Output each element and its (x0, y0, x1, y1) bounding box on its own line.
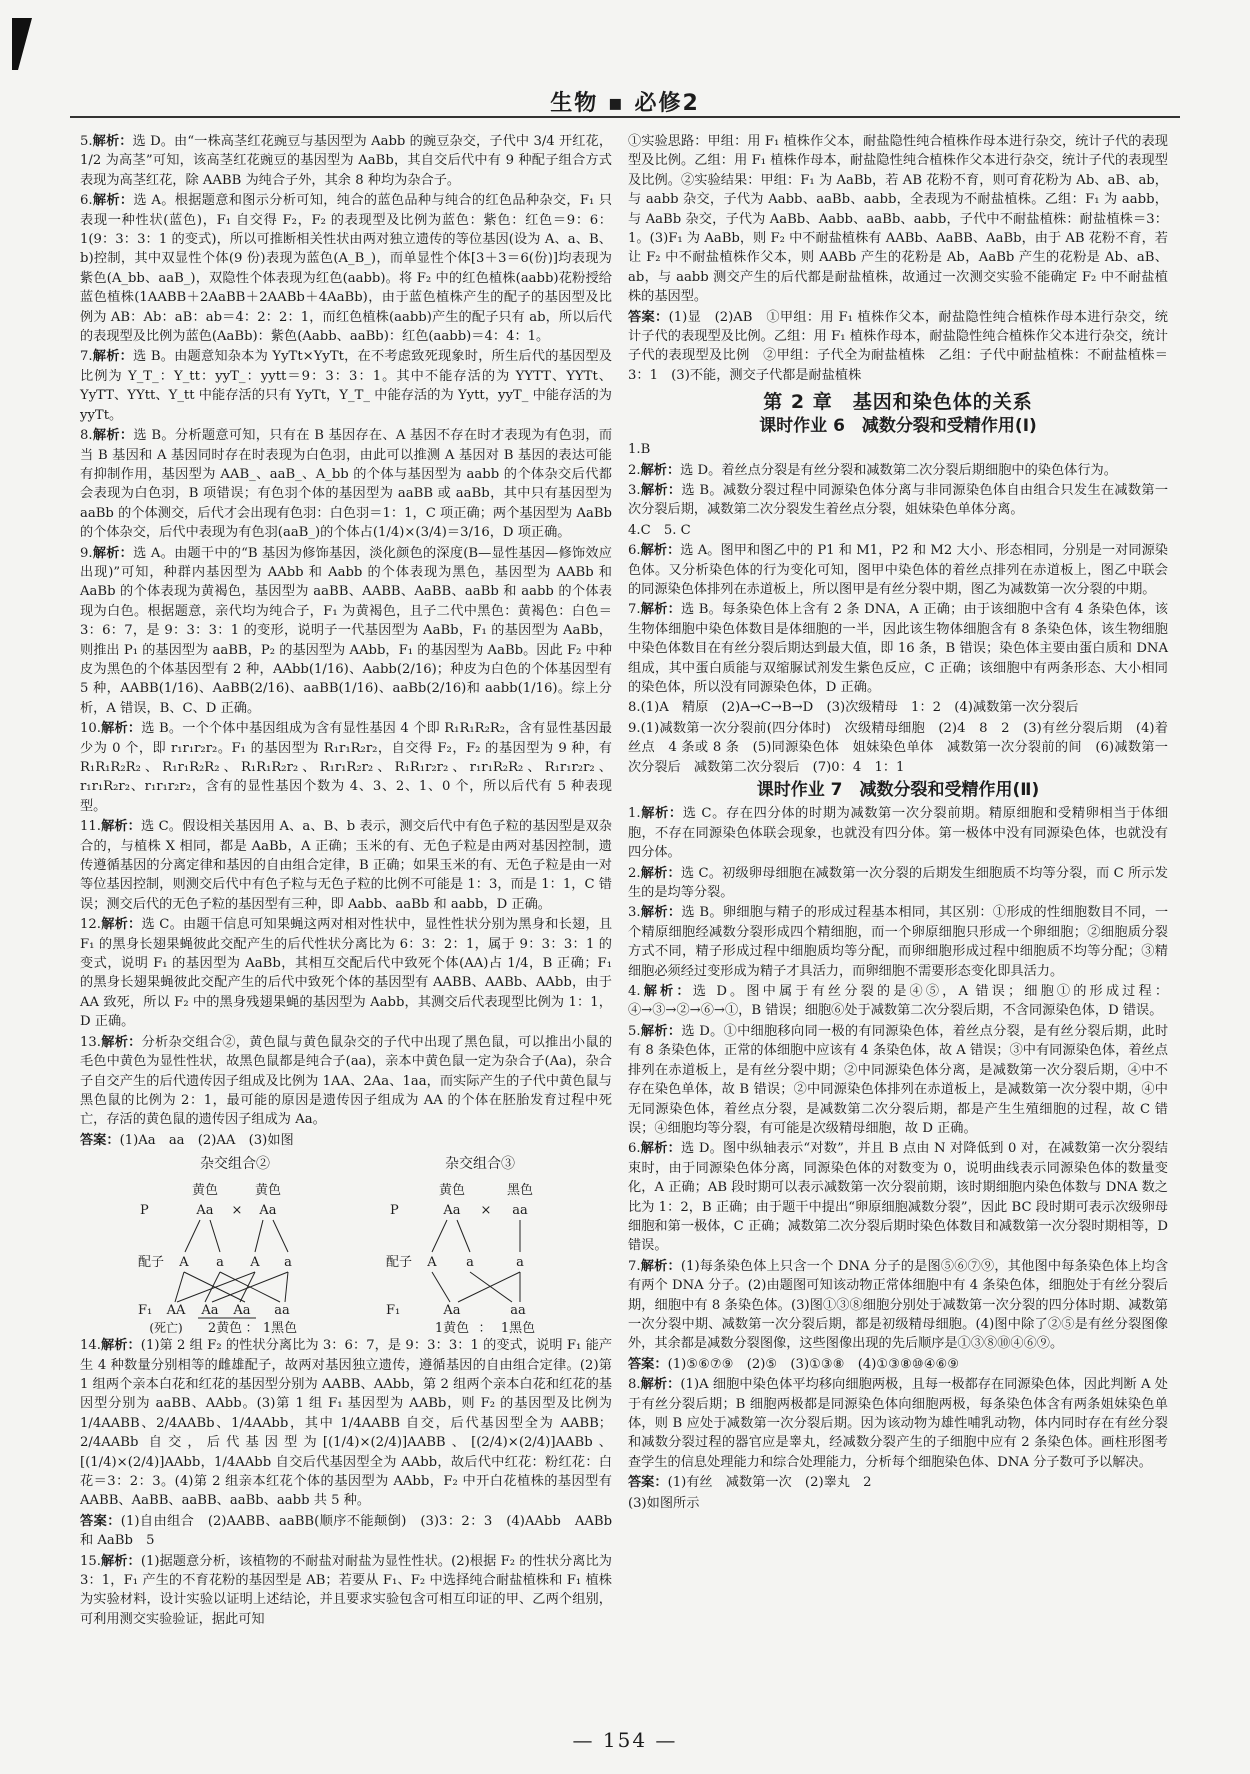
paragraph-text: 选 B。每条染色体上含有 2 条 DNA，A 正确；由于该细胞中含有 4 条染色体，该生物体细胞中染色体数目是体细胞的一半，因此该生物体细胞含有 8 条染色体，该生物细胞中染色体数目在有丝分裂后期达到最大值，即 16 条，B 错误；染色体主要由蛋白质和 DNA 组成，其中蛋白质能与双缩脲试剂发生紫色反应，C 正确；该细胞中有两条形态、大小相同的染色体，所以没有同源染色体，D 正确。 (628, 602, 1168, 695)
item-number: 2. (628, 462, 641, 478)
paragraph-text: 分析杂交组合②，黄色鼠与黄色鼠杂交的子代中出现了黑色鼠，可以推出小鼠的毛色中黄色为显性性状，故黑色鼠都是纯合子(aa)，亲本中黄色鼠一定为杂合子(Aa)，杂合子自交产生的后代遗传因子组成及比例为 1AA、2Aa、1aa，而实际产生的子代中黄色鼠与黑色鼠的比例为 2：1，最可能的原因是遗传因子组成为 AA 的个体在胚胎发育过程中死亡，存活的黄色鼠的遗传因子组成为 Aa。 (80, 1034, 613, 1128)
cross3-parent1: Aa (443, 1203, 461, 1219)
analysis-label: 解析： (100, 1553, 141, 1569)
solution-paragraph (80, 817, 612, 914)
answer-label: 答案： (80, 1132, 120, 1148)
analysis-label: 解析： (640, 1141, 682, 1157)
analysis-label: 解析： (640, 602, 681, 618)
header-rule (70, 116, 1180, 118)
cross3-p-label: P (390, 1203, 399, 1219)
analysis-label: 解析： (92, 349, 134, 365)
item-number: 8. (628, 700, 641, 716)
cross2-f1-label: F₁ (138, 1303, 153, 1319)
cross3-gamete: a (516, 1255, 524, 1271)
cross2-cross-symbol: × (231, 1203, 243, 1219)
cross3-ratio-colon: ： (478, 1321, 492, 1335)
item-number: 8. (80, 428, 93, 444)
cross2-parent1-color: 黄色 (191, 1183, 219, 1199)
answer-paragraph (80, 1131, 612, 1150)
analysis-label: 解析： (640, 865, 681, 881)
item-number: 1. (628, 442, 641, 458)
solution-paragraph (628, 440, 1168, 459)
paragraph-text: (1)显 (2)AB ①甲组：用 F₁ 植株作父本，耐盐隐性纯合植株作母本进行杂交，统计子代的表现型及比例。乙组：用 F₁ 植株作母本，耐盐隐性纯合植株作父本进行杂交，统计子代的表现型及比例 ②甲组：子代全为耐盐植株 乙组：子代中耐盐植株：不耐盐植株＝3：1 (3)不能，测交子代都是耐盐植株 (628, 309, 1168, 383)
analysis-label: 解析： (640, 543, 681, 559)
item-number: 3. (628, 482, 641, 498)
answer-label: 答案： (628, 1356, 668, 1372)
item-number: 5. (628, 1023, 641, 1039)
solution-paragraph (628, 541, 1168, 599)
solution-paragraph (628, 521, 1168, 540)
answer-label: 答案： (80, 1513, 121, 1529)
answer-label: 答案： (628, 309, 669, 325)
solution-paragraph (628, 903, 1168, 981)
answer-paragraph (628, 308, 1168, 386)
paragraph-text: 选 A。由题干中的“B 基因为修饰基因，淡化颜色的深度(B—显性基因—修饰效应出现)”可知，种群内基因型为 AAbb 和 Aabb 的个体表现为黑色，基因型为 AABb 和 AaBb 的个体表现为黄褐色，基因型为 aaBB、AABB、AaBB、aaBb 和 aabb 的个体表现为白色。根据题意，亲代均为纯合子，F₁ 为黄褐色，且子二代中黑色：黄褐色：白色＝3：6：7，是 9：3：3：1 的变形，说明子一代基因型为 AaBb，F₁ 的基因型为 AaBb，则推出 P₁ 的基因型为 aaBB，P₂ 的基因型为 AAbb，F₁ 的基因型为 AaBb。因此 F₂ 中种皮为黑色的个体基因型有 2 种，AAbb(1/16)、Aabb(2/16)；种皮为白色的个体基因型有 5 种，AABB(1/16)、AaBB(2/16)、aaBB(1/16)、aaBb(2/16)和 aabb(1/16)。综上分析，A 错误，B、C、D 正确。 (80, 545, 612, 716)
solution-paragraph (80, 719, 612, 816)
page-number: — 154 — (572, 1728, 678, 1752)
cross2-parent2-color: 黄色 (254, 1183, 282, 1199)
analysis-label: 解析： (100, 721, 142, 737)
paragraph-text: 选 B。卵细胞与精子的形成过程基本相同，其区别：①形成的性细胞数目不同，一个精原细胞经减数分裂形成四个精细胞，而一个卵原细胞只形成一个卵细胞；②细胞质分裂方式不同，精子形成过程中细胞质均等分配，而卵细胞形成过程中细胞质不均等分配；③精细胞必须经过变形成为精子才具活力，而卵细胞不需要形态变化即具活力。 (628, 905, 1169, 979)
solution-paragraph (628, 1139, 1168, 1255)
solution-paragraph (80, 426, 612, 542)
cross2-ratio-black: 1黑色 (262, 1321, 298, 1335)
corner-mark (12, 18, 32, 70)
answer-paragraph (80, 1512, 612, 1551)
cross2-parent1: Aa (196, 1203, 214, 1219)
paragraph-text: (1)A 细胞中染色体平均移向细胞两极，且每一极都存在同源染色体，因此判断 A 处于有丝分裂后期；B 细胞两极都是同源染色体向细胞两极，每条染色体含有两条姐妹染色单体，则 B 应处于减数第一次分裂后期。因为该动物为雄性哺乳动物，体内同时存在有丝分裂和减数分裂过程的器官应是睾丸，经减数分裂产生的子细胞中应有 2 条染色体。画柱形图考查学生的信息处理能力和综合处理能力，分析每个细胞染色体、DNA 分子数可予以解决。 (628, 1377, 1168, 1470)
solution-paragraph (80, 915, 612, 1031)
item-number: 12. (80, 917, 101, 933)
cross2-parent2: Aa (259, 1203, 277, 1219)
cross2-gamete: a (284, 1255, 292, 1271)
cross3-parent1-color: 黄色 (438, 1183, 466, 1199)
cross2-title: 杂交组合② (200, 1156, 270, 1173)
analysis-label: 解析： (92, 428, 134, 444)
chapter-title: 第 2 章 基因和染色体的关系 (763, 391, 1033, 414)
item-number: 6. (628, 543, 641, 559)
solution-paragraph (628, 804, 1168, 862)
item-number: 14. (80, 1338, 101, 1354)
cross3-ratio-yellow: 1黄色 (434, 1321, 470, 1335)
item-number: 8. (628, 1377, 641, 1393)
solution-paragraph (628, 132, 1168, 307)
paragraph-text: 选 B。减数分裂过程中同源染色体分离与非同源染色体自由组合只发生在减数第一次分裂后期，减数第二次分裂发生着丝点分裂，姐妹染色单体分离。 (628, 482, 1169, 518)
cross2-offspring: aa (274, 1303, 290, 1319)
paragraph-text: 选 B。分析题意可知，只有在 B 基因存在、A 基因不存在时才表现为有色羽，而当 B 基因和 A 基因同时存在时表现为白色羽，由此可以推测 A 基因对 B 基因的表达可能有抑制作用，基因型为 AAB_、aaB_、A_bb 的个体与基因型为 aabb 的个体杂交后代都会表现为白色羽，B 项错误；有色羽个体的基因型为 aaBB 或 aaBb，其中只有基因型为 aaBb 的个体测交，后代才会出现有色羽：白色羽＝1：1，C 项正确；两个基因型为 AaBb 的个体杂交，后代中表现为有色羽(aaB_)的个体占(1/4)×(3/4)＝3/16，D 项正确。 (80, 428, 613, 541)
paragraph-text: 选 A。根据题意和图示分析可知，纯合的蓝色品种与纯合的红色品种杂交，F₁ 只表现一种性状(蓝色)，F₁ 自交得 F₂，F₂ 的表现型及比例为蓝色：紫色：红色＝9：6：1(9：3：3：1 的变式)，所以可推断相关性状由两对独立遗传的等位基因(设为 A、a、B、b)控制，其中双显性个体(9 份)表现为蓝色(A_B_)，而单显性个体[3＋3＝6(份)]均表现为紫色(A_bb、aaB_)，双隐性个体表现为红色(aabb)。将 F₂ 中的红色植株(aabb)花粉授给蓝色植株(1AABB＋2AaBB＋2AABb＋4AaBb)，由于蓝色植株产生的配子的基因型及比例为 AB：Ab：aB：ab＝4：2：2：1，而红色植株(aabb)产生的配子只有 ab，所以后代的表现型及比例为蓝色(AaBb)：紫色(Aabb、aaBb)：红色(aabb)＝4：4：1。 (80, 193, 613, 345)
solution-paragraph (628, 461, 1168, 480)
analysis-label: 解析： (640, 1377, 681, 1393)
solution-paragraph (80, 1033, 612, 1130)
solution-paragraph (628, 1022, 1168, 1138)
paragraph-text: 选 C。存在四分体的时期为减数第一次分裂前期。精原细胞和受精卵相当于体细胞，不存在同源染色体联会现象，也就没有四分体。第一极体中没有同源染色体，也就没有四分体。 (628, 806, 1169, 861)
paragraph-text: (1)第 2 组 F₂ 的性状分离比为 3：6：7，是 9：3：3：1 的变式，说明 F₁ 能产生 4 种数量分别相等的雌雄配子，故两对基因独立遗传，遵循基因的自由组合定律。(2)第 1 组两个亲本白花和红花的基因型分别为 AABB、AAbb，第 2 组两个亲本白花和红花的基因型分别为 aaBB、AAbb。(3)第 1 组 F₁ 基因型为 AABb，则 F₂ 的基因型及比例为 1/4AABB、2/4AABb、1/4AAbb，其中 1/4AABB 自交，后代基因型全为 AABB；2/4AABb 自交，后代基因型为[(1/4)×(2/4)]AABB、[(2/4)×(2/4)]AABb、[(1/4)×(2/4)]AAbb，1/4AAbb 自交后代基因型全为 AAbb，故后代中红花：粉红花：白花＝3：2：3。(4)第 2 组亲本红花个体的基因型为 AAbb，F₂ 中开白花植株的基因型有 AABB、AaBB、aaBB、aaBb、aabb 共 5 种。 (80, 1338, 613, 1509)
paragraph-text: 选 B。一个个体中基因组成为含有显性基因 4 个即 R₁R₁R₂R₂，含有显性基因最少为 0 个，即 r₁r₁r₂r₂。F₁ 的基因型为 R₁r₁R₂r₂，自交得 F₂，F₂ 的基因型为 9 种，有 R₁R₁R₂R₂、R₁r₁R₂R₂、R₁R₁R₂r₂、R₁r₁R₂r₂、R₁R₁r₂r₂、r₁r₁R₂R₂、R₁r₁r₂r₂、r₁r₁R₂r₂、r₁r₁r₂r₂，含有的显性基因个数为 4、3、2、1、0 个，所以后代有 5 种表现型。 (80, 721, 612, 814)
lesson-title-7: 课时作业 7 减数分裂和受精作用(Ⅱ) (756, 780, 1040, 800)
left-column (80, 132, 612, 1630)
item-number: 1. (628, 806, 641, 822)
cross3-gamete: A (427, 1255, 437, 1271)
cross2-ratio-colon: ： (245, 1321, 259, 1335)
cross2-gamete: a (216, 1255, 224, 1271)
paragraph-text: B (640, 442, 651, 458)
paragraph-text: (1)有丝 减数第一次 (2)睾丸 2 (667, 1475, 872, 1491)
solution-paragraph (628, 1375, 1168, 1472)
paragraph-text: 选 B。由题意知杂本为 YyTt×YyTt，在不考虑致死现象时，所生后代的基因型及比例为 Y_T_：Y_tt：yyT_：yytt＝9：3：3：1。其中不能存活的为 YYTT、YYTt、YyTT、YYtt、Y_tt 中能存活的只有 YyTt，Y_T_ 中能存活的为 Yytt，yyT_ 中能存活的为 yyTt。 (80, 349, 613, 423)
solution-paragraph (80, 1336, 612, 1511)
solution-paragraph (628, 719, 1168, 777)
paragraph-text: C 5. C (640, 522, 691, 538)
paragraph-text: (1)自由组合 (2)AABB、aaBB(顺序不能颠倒) (3)3：2：3 (4)AAbb AABb 和 AaBb 5 (80, 1513, 613, 1549)
solution-paragraph (628, 698, 1168, 717)
paragraph-text: (3)如图所示 (628, 1495, 700, 1511)
item-number: 6. (628, 1141, 641, 1157)
solution-paragraph (628, 481, 1168, 520)
paragraph-text: (1)每条染色体上只含一个 DNA 分子的是图⑤⑥⑦⑨，其他图中每条染色体上均含有两个 DNA 分子。(2)由题图可知该动物正常体细胞中有 4 条染色体，细胞处于有丝分裂后期，细胞中有 8 条染色体。(3)图①③⑧细胞分别处于减数第一次分裂的四分体时期、减数第一次分裂中期、减数第一次分裂后期，都是初级精母细胞。(4)图中除了②⑤是有丝分裂图像外，其余都是减数分裂图像，这些图像出现的先后顺序是①③⑧⑩④⑥⑨。 (628, 1258, 1169, 1352)
analysis-label: 解析： (92, 545, 134, 561)
cross3-cross-symbol: × (480, 1203, 492, 1219)
solution-paragraph (628, 600, 1168, 697)
answer-label: 答案： (628, 1475, 668, 1491)
cross2-offspring: AA (166, 1303, 186, 1319)
paragraph-text: 选 C。假设相关基因用 A、a、B、b 表示，测交后代中有色子粒的基因型是双杂合的，与植株 X 相同，都是 AaBb，A 正确；玉米的有、无色子粒是由两对基因控制，遗传遵循基因的分离定律和基因的自由组合定律，B 正确；如果玉米的有、无色子粒是由一对等位基因控制，则测交后代中有色子粒与无色子粒的比例不可能是 1：3，而是 1：1，C 错误；测交后代的无色子粒的基因型有三种，即 Aabb、aaBb 和 aabb，D 正确。 (80, 819, 612, 912)
paragraph-text: 选 D。①中细胞移向同一极的有同源染色体，着丝点分裂，是有丝分裂后期，此时有 8 条染色体，正常的体细胞中应该有 4 条染色体，故 A 错误；③中有同源染色体，着丝点排列在赤道板上，是有丝分裂中期；②中同源染色体分离，是减数第一次分裂后期，④中不存在染色单体，故 B 错误；②中同源染色体排列在赤道板上，是减数第一次分裂中期，④中无同源染色体，着丝点分裂，是减数第二次分裂后期，都是产生生殖细胞的过程，故 C 错误；④细胞均等分裂，有可能是次级精母细胞，故 D 正确。 (628, 1023, 1169, 1136)
item-number: 13. (80, 1034, 101, 1050)
analysis-label: 解析： (100, 1338, 141, 1354)
cross3-parent2-color: 黑色 (506, 1183, 534, 1199)
page-header (70, 86, 1180, 122)
analysis-label: 解析： (92, 134, 133, 149)
cross2-offspring: Aa (233, 1303, 251, 1319)
item-number: 3. (628, 905, 641, 921)
cross2-gamete: A (179, 1255, 189, 1271)
cross3-ratio-black: 1黑色 (500, 1321, 536, 1335)
analysis-label: 解析： (100, 819, 141, 835)
right-column (628, 132, 1168, 1514)
lesson-title-6: 课时作业 6 减数分裂和受精作用(Ⅰ) (759, 415, 1037, 436)
analysis-label: 解析： (640, 905, 682, 921)
paragraph-text: (1)Aa aa (2)AA (3)如图 (119, 1132, 294, 1148)
paragraph-text: (1)减数第一次分裂前(四分体时) 次级精母细胞 (2)4 8 2 (3)有丝分裂后期 (4)着丝点 4 条或 8 条 (5)同源染色体 姐妹染色单体 减数第一次分裂前的间 (6)减数第一次分裂后 减数第二次分裂后 (7)0：4 1：1 (628, 720, 1168, 775)
solution-paragraph (80, 544, 612, 719)
analysis-label: 解析： (640, 984, 693, 1000)
paragraph-text: 选 D。由“一株高茎红花豌豆与基因型为 Aabb 的豌豆杂交，子代中 3/4 开红花，1/2 为高茎”可知，该高茎红花豌豆的基因型为 AaBb，其自交后代中有 9 种配子组合方式表现为高茎红花，除 AABB 为纯合子外，其余 8 种均为杂合子。 (80, 134, 613, 188)
analysis-label: 解析： (92, 193, 134, 209)
answer-paragraph (628, 1473, 1168, 1492)
answer-paragraph (628, 1355, 1168, 1374)
item-number: 4. (628, 984, 641, 1000)
solution-paragraph (80, 191, 612, 346)
cross3-title: 杂交组合③ (445, 1156, 515, 1173)
item-number: 15. (80, 1553, 101, 1569)
analysis-label: 解析： (640, 806, 683, 822)
analysis-label: 解析： (640, 462, 681, 478)
analysis-label: 解析： (640, 1023, 682, 1039)
analysis-label: 解析： (100, 1034, 142, 1050)
analysis-label: 解析： (640, 482, 682, 498)
cross2-death-note: (死亡) (149, 1321, 183, 1335)
cross2-gamete-label: 配子 (138, 1255, 165, 1271)
paragraph-text: 选 D。图中属于有丝分裂的是④⑤，A 错误；细胞①的形成过程：④→③→②→⑥→①，B 错误；细胞⑥处于减数第二次分裂后期，不含同源染色体，D 错误。 (628, 984, 1169, 1019)
item-number: 11. (80, 819, 101, 835)
cross3-f1-label: F₁ (386, 1303, 401, 1319)
item-number: 7. (628, 602, 641, 618)
cross3-gamete: a (466, 1255, 474, 1271)
cross3-offspring: Aa (443, 1303, 461, 1319)
paragraph-text: (1)⑤⑥⑦⑨ (2)⑤ (3)①③⑧ (4)①③⑧⑩④⑥⑨ (667, 1356, 960, 1372)
item-number: 4. (628, 522, 641, 538)
paragraph-text: (1)据题意分析，该植物的不耐盐对耐盐为显性性状。(2)根据 F₂ 的性状分离比为 3：1，F₁ 产生的不育花粉的基因型是 AB；若要从 F₁、F₂ 中选择纯合耐盐植株和 F₁ 植株为实验材料，设计实验以证明上述结论，并且要求实验包含可相互印证的甲、乙两个组别，可利用测交实验验证，据此可知 (80, 1553, 612, 1627)
solution-paragraph (628, 1494, 1168, 1513)
cross3-gamete-label: 配子 (386, 1255, 413, 1271)
item-number: 5. (80, 134, 93, 149)
solution-paragraph (80, 1552, 612, 1630)
paragraph-text: 选 D。图中纵轴表示“对数”，并且 B 点由 N 对降低到 0 对，在减数第一次分裂结束时，由于同源染色体分离，同源染色体的对数变为 0，说明曲线表示同源染色体的数量变化，A 正确；AB 段时期可以表示减数第一次分裂前期，该时期细胞内染色体数与 DNA 数之比为 1：2，B 正确；由于题干中提出“卵原细胞减数分裂”，因此 BC 段时期可表示次级卵母细胞和第一极体，C 正确；减数第二次分裂后期时染色体数目和减数第一次分裂时期相等，D 错误。 (628, 1141, 1168, 1254)
item-number: 2. (628, 865, 641, 881)
cross2-offspring: Aa (201, 1303, 219, 1319)
solution-paragraph (628, 864, 1168, 903)
analysis-label: 解析： (640, 1258, 681, 1274)
solution-paragraph (80, 132, 612, 190)
page-title: 生物 ▪ 必修2 (550, 91, 700, 116)
item-number: 6. (80, 193, 93, 209)
paragraph-text: 选 C。由题干信息可知果蝇这两对相对性状中，显性性状分别为黑身和长翅，且 F₁ 的黑身长翅果蝇彼此交配产生的后代性状分离比为 6：3：2：1，属于 9：3：3：1 的变式，说明 F₁ 的基因型为 AaBb，其相互交配后代中致死个体(AA)占 1/4，B 正确；F₁ 的黑身长翅果蝇彼此交配产生的后代中致死个体的基因型有 AABB、AABb、AAbb，由于 AA 致死，所以 F₂ 中的黑身残翅果蝇的基因型为 Aabb，其测交后代表现型比例为 1：1，D 正确。 (80, 917, 613, 1030)
analysis-label: 解析： (100, 917, 142, 933)
paragraph-text: 选 D。着丝点分裂是有丝分裂和减数第二次分裂后期细胞中的染色体行为。 (680, 462, 1117, 478)
solution-paragraph (80, 347, 612, 425)
genetics-cross-diagram (80, 1152, 612, 1334)
cross2-p-label: P (140, 1203, 149, 1219)
item-number: 9. (80, 545, 93, 561)
item-number: 7. (628, 1258, 641, 1274)
cross3-parent2: aa (512, 1203, 528, 1219)
solution-paragraph (628, 1257, 1168, 1354)
cross2-gamete: A (250, 1255, 260, 1271)
paragraph-text: ①实验思路：甲组：用 F₁ 植株作父本，耐盐隐性纯合植株作母本进行杂交，统计子代的表现型及比例。乙组：用 F₁ 植株作母本，耐盐隐性纯合植株作父本进行杂交，统计子代的表现型及比例。②实验结果：甲组：F₁ 为 AaBb，若 AB 花粉不育，则可育花粉为 Ab、aB、ab，与 aabb 杂交，子代为 Aabb、aaBb、aabb，全表现为不耐盐植株。乙组：F₁ 为 aabb，与 AaBb 杂交，子代为 AaBb、Aabb、aaBb、aabb，子代中不耐盐植株：耐盐植株＝3：1。(3)F₁ 为 AaBb，则 F₂ 中不耐盐植株有 AABb、AaBB、AaBb，由于 AB 花粉不育，若让 F₂ 中不耐盐植株作父本，则 AABb 产生的花粉是 Ab，AaBb 产生的花粉是 Ab、aB、ab，与 aabb 测交产生的后代都是耐盐植株，故通过一次测交实验不能确定 F₂ 中不耐盐植株的基因型。 (628, 134, 1168, 305)
paragraph-text: (1)A 精原 (2)A→C→B→D (3)次级精母 1：2 (4)减数第一次分裂后 (640, 700, 1079, 716)
cross2-ratio-yellow: 2黄色 (207, 1321, 243, 1335)
paragraph-text: 选 C。初级卵母细胞在减数第一次分裂的后期发生细胞质不均等分裂，而 C 所示发生的是均等分裂。 (628, 865, 1168, 901)
item-number: 10. (80, 721, 101, 737)
solution-paragraph (628, 982, 1168, 1021)
item-number: 7. (80, 349, 93, 365)
item-number: 9. (628, 720, 641, 736)
cross3-offspring: aa (510, 1303, 526, 1319)
paragraph-text: 选 A。图甲和图乙中的 P1 和 M1，P2 和 M2 大小、形态相同，分别是一对同源染色体。又分析染色体的行为变化可知，图甲中染色体的着丝点排列在赤道板上，图乙中联会的同源染色体排列在赤道板上，所以图甲是有丝分裂中期，图乙为减数第一次分裂的中期。 (628, 543, 1168, 597)
